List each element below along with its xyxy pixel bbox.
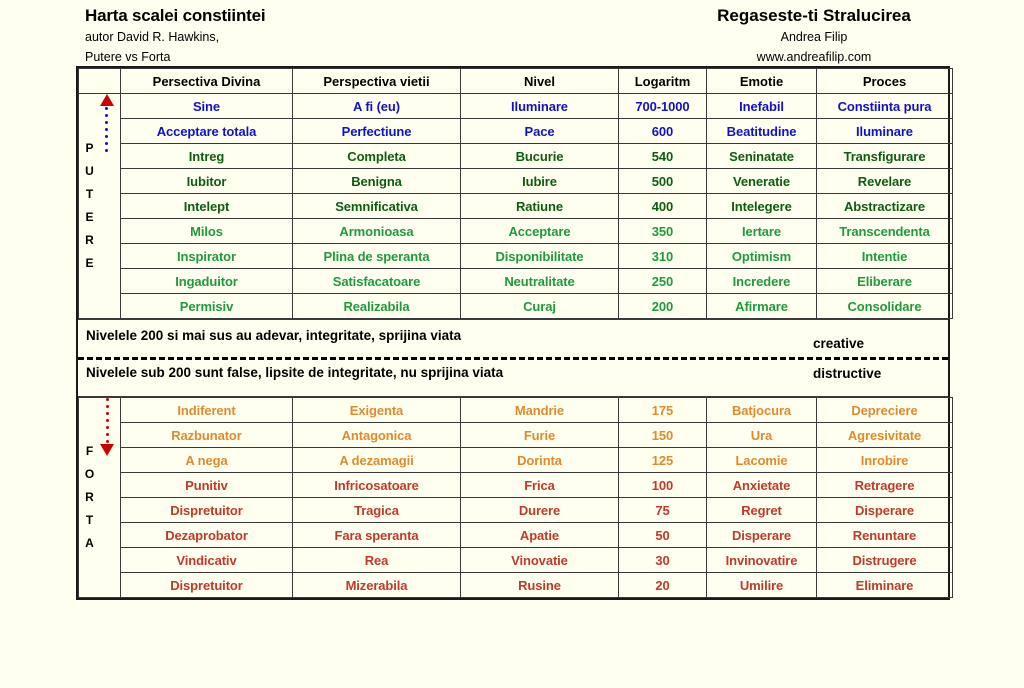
- cell-perspectiva-vietii: Rea: [293, 548, 461, 573]
- cell-nivel: Iubire: [461, 169, 619, 194]
- table-row: [79, 523, 953, 548]
- cell-perspectiva-vietii: Plina de speranta: [293, 244, 461, 269]
- cell-emotie: Beatitudine: [707, 119, 817, 144]
- axis-dot: [105, 149, 108, 152]
- brand-title: Regaseste-ti Stralucirea: [717, 6, 911, 25]
- table-row: [79, 119, 953, 144]
- header-emotie: Emotie: [707, 69, 817, 94]
- cell-persectiva-divina: A nega: [121, 448, 293, 473]
- cell-proces: Intentie: [817, 244, 953, 269]
- cell-emotie: Anxietate: [707, 473, 817, 498]
- cell-perspectiva-vietii: Perfectiune: [293, 119, 461, 144]
- table-row: [79, 144, 953, 169]
- brand-website: www.andreafilip.com: [756, 50, 872, 64]
- axis-letter: T: [85, 513, 94, 527]
- cell-nivel: Neutralitate: [461, 269, 619, 294]
- cell-persectiva-divina: Vindicativ: [121, 548, 293, 573]
- cell-logaritm: 30: [619, 548, 707, 573]
- cell-persectiva-divina: Dispretuitor: [121, 573, 293, 598]
- cell-persectiva-divina: Indiferent: [121, 398, 293, 423]
- table-row: [79, 194, 953, 219]
- cell-persectiva-divina: Intelept: [121, 194, 293, 219]
- cell-logaritm: 175: [619, 398, 707, 423]
- axis-letter: E: [85, 256, 94, 270]
- axis-dots: [105, 107, 108, 152]
- cell-persectiva-divina: Milos: [121, 219, 293, 244]
- axis-letter: E: [85, 210, 94, 224]
- cell-emotie: Incredere: [707, 269, 817, 294]
- header-logaritm: Logaritm: [619, 69, 707, 94]
- cell-emotie: Regret: [707, 498, 817, 523]
- cell-proces: Retragere: [817, 473, 953, 498]
- cell-proces: Agresivitate: [817, 423, 953, 448]
- axis-dot: [105, 142, 108, 145]
- cell-nivel: Acceptare: [461, 219, 619, 244]
- cell-nivel: Dorinta: [461, 448, 619, 473]
- cell-perspectiva-vietii: Exigenta: [293, 398, 461, 423]
- axis-inner: [79, 398, 120, 597]
- cell-perspectiva-vietii: Infricosatoare: [293, 473, 461, 498]
- cell-proces: Transcendenta: [817, 219, 953, 244]
- cell-perspectiva-vietii: Benigna: [293, 169, 461, 194]
- cell-emotie: Invinovatire: [707, 548, 817, 573]
- axis-forta: [79, 398, 121, 598]
- cell-logaritm: 200: [619, 294, 707, 319]
- axis-arrow: [100, 398, 114, 597]
- table-row: [79, 473, 953, 498]
- cell-logaritm: 100: [619, 473, 707, 498]
- cell-persectiva-divina: Inspirator: [121, 244, 293, 269]
- header-axis-blank: [79, 69, 121, 94]
- threshold-band: [78, 319, 948, 397]
- cell-logaritm: 50: [619, 523, 707, 548]
- axis-dot: [105, 128, 108, 131]
- cell-nivel: Vinovatie: [461, 548, 619, 573]
- cell-persectiva-divina: Sine: [121, 94, 293, 119]
- cell-logaritm: 350: [619, 219, 707, 244]
- threshold-above-text: Nivelele 200 si mai sus au adevar, integritate, sprijina viata: [86, 328, 462, 343]
- axis-dot: [106, 398, 109, 401]
- cell-nivel: Mandrie: [461, 398, 619, 423]
- axis-label: [85, 440, 94, 555]
- axis-putere: [79, 94, 121, 319]
- author-line-1: autor David R. Hawkins,: [85, 30, 220, 44]
- axis-letter: T: [85, 187, 94, 201]
- cell-nivel: Pace: [461, 119, 619, 144]
- axis-dot: [106, 405, 109, 408]
- cell-perspectiva-vietii: Antagonica: [293, 423, 461, 448]
- cell-proces: Iluminare: [817, 119, 953, 144]
- cell-emotie: Batjocura: [707, 398, 817, 423]
- author-line-2: Putere vs Forta: [85, 50, 171, 64]
- page-title: Harta scalei constiintei: [85, 6, 266, 25]
- cell-perspectiva-vietii: Satisfacatoare: [293, 269, 461, 294]
- cell-proces: Revelare: [817, 169, 953, 194]
- cell-proces: Constiinta pura: [817, 94, 953, 119]
- header-perspectiva-vietii: Perspectiva vietii: [293, 69, 461, 94]
- cell-persectiva-divina: Razbunator: [121, 423, 293, 448]
- cell-perspectiva-vietii: Realizabila: [293, 294, 461, 319]
- axis-dot: [106, 426, 109, 429]
- cell-nivel: Apatie: [461, 523, 619, 548]
- threshold-below-tag: distructive: [813, 366, 882, 381]
- cell-emotie: Disperare: [707, 523, 817, 548]
- cell-persectiva-divina: Dezaprobator: [121, 523, 293, 548]
- cell-emotie: Veneratie: [707, 169, 817, 194]
- cell-logaritm: 400: [619, 194, 707, 219]
- cell-emotie: Iertare: [707, 219, 817, 244]
- cell-proces: Disperare: [817, 498, 953, 523]
- cell-perspectiva-vietii: Completa: [293, 144, 461, 169]
- cell-proces: Renuntare: [817, 523, 953, 548]
- table-row: [79, 219, 953, 244]
- cell-emotie: Afirmare: [707, 294, 817, 319]
- table-row: [79, 169, 953, 194]
- cell-emotie: Optimism: [707, 244, 817, 269]
- cell-emotie: Seninatate: [707, 144, 817, 169]
- axis-letter: U: [85, 164, 94, 178]
- cell-nivel: Iluminare: [461, 94, 619, 119]
- scale-chart: [76, 66, 950, 600]
- axis-dot: [106, 440, 109, 443]
- cell-proces: Abstractizare: [817, 194, 953, 219]
- cell-logaritm: 75: [619, 498, 707, 523]
- threshold-divider: [78, 357, 948, 360]
- cell-logaritm: 20: [619, 573, 707, 598]
- cell-nivel: Durere: [461, 498, 619, 523]
- cell-logaritm: 600: [619, 119, 707, 144]
- axis-dot: [106, 433, 109, 436]
- cell-proces: Eliminare: [817, 573, 953, 598]
- table-row: [79, 269, 953, 294]
- axis-letter: R: [85, 490, 94, 504]
- cell-proces: Inrobire: [817, 448, 953, 473]
- table-row: [79, 423, 953, 448]
- cell-proces: Eliberare: [817, 269, 953, 294]
- cell-emotie: Inefabil: [707, 94, 817, 119]
- cell-logaritm: 500: [619, 169, 707, 194]
- cell-logaritm: 250: [619, 269, 707, 294]
- header-nivel: Nivel: [461, 69, 619, 94]
- cell-emotie: Umilire: [707, 573, 817, 598]
- cell-logaritm: 125: [619, 448, 707, 473]
- axis-letter: A: [85, 536, 94, 550]
- cell-persectiva-divina: Iubitor: [121, 169, 293, 194]
- cell-nivel: Disponibilitate: [461, 244, 619, 269]
- axis-label: [85, 137, 94, 275]
- axis-letter: F: [85, 444, 94, 458]
- cell-persectiva-divina: Permisiv: [121, 294, 293, 319]
- table-row: [79, 398, 953, 423]
- cell-perspectiva-vietii: Semnificativa: [293, 194, 461, 219]
- cell-persectiva-divina: Acceptare totala: [121, 119, 293, 144]
- table-row: [79, 448, 953, 473]
- threshold-below-text: Nivelele sub 200 sunt false, lipsite de integritate, nu sprijina viata: [86, 365, 504, 380]
- axis-dot: [106, 412, 109, 415]
- axis-inner: [79, 94, 120, 318]
- axis-arrow: [100, 94, 114, 318]
- header-proces: Proces: [817, 69, 953, 94]
- cell-nivel: Ratiune: [461, 194, 619, 219]
- axis-dot: [105, 121, 108, 124]
- cell-perspectiva-vietii: Mizerabila: [293, 573, 461, 598]
- cell-nivel: Frica: [461, 473, 619, 498]
- page-header: [0, 4, 1024, 62]
- arrow-down-icon: [100, 444, 114, 456]
- axis-dot: [105, 135, 108, 138]
- cell-proces: Transfigurare: [817, 144, 953, 169]
- cell-nivel: Curaj: [461, 294, 619, 319]
- cell-persectiva-divina: Intreg: [121, 144, 293, 169]
- cell-perspectiva-vietii: A fi (eu): [293, 94, 461, 119]
- power-table: [78, 68, 953, 319]
- arrow-up-icon: [100, 94, 114, 106]
- table-row: [79, 244, 953, 269]
- axis-dot: [105, 107, 108, 110]
- cell-perspectiva-vietii: Armonioasa: [293, 219, 461, 244]
- threshold-above-tag: creative: [813, 336, 865, 351]
- cell-persectiva-divina: Ingaduitor: [121, 269, 293, 294]
- axis-dots: [106, 398, 109, 443]
- cell-emotie: Ura: [707, 423, 817, 448]
- axis-dot: [105, 114, 108, 117]
- header-left: [85, 6, 265, 66]
- axis-letter: O: [84, 467, 95, 481]
- cell-logaritm: 540: [619, 144, 707, 169]
- cell-perspectiva-vietii: Tragica: [293, 498, 461, 523]
- axis-dot: [106, 419, 109, 422]
- header-right: [674, 6, 954, 66]
- cell-logaritm: 150: [619, 423, 707, 448]
- table-row: [79, 94, 953, 119]
- table-row: [79, 498, 953, 523]
- brand-author: Andrea Filip: [780, 30, 848, 44]
- cell-persectiva-divina: Dispretuitor: [121, 498, 293, 523]
- cell-emotie: Lacomie: [707, 448, 817, 473]
- axis-letter: P: [85, 141, 94, 155]
- cell-logaritm: 310: [619, 244, 707, 269]
- cell-logaritm: 700-1000: [619, 94, 707, 119]
- cell-proces: Depreciere: [817, 398, 953, 423]
- cell-persectiva-divina: Punitiv: [121, 473, 293, 498]
- table-header-row: [79, 69, 953, 94]
- cell-nivel: Rusine: [461, 573, 619, 598]
- cell-proces: Distrugere: [817, 548, 953, 573]
- table-row: [79, 573, 953, 598]
- cell-nivel: Furie: [461, 423, 619, 448]
- axis-letter: R: [85, 233, 94, 247]
- cell-emotie: Intelegere: [707, 194, 817, 219]
- header-persectiva-divina: Persectiva Divina: [121, 69, 293, 94]
- cell-perspectiva-vietii: A dezamagii: [293, 448, 461, 473]
- table-row: [79, 294, 953, 319]
- cell-nivel: Bucurie: [461, 144, 619, 169]
- table-row: [79, 548, 953, 573]
- cell-perspectiva-vietii: Fara speranta: [293, 523, 461, 548]
- cell-proces: Consolidare: [817, 294, 953, 319]
- force-table: [78, 397, 953, 598]
